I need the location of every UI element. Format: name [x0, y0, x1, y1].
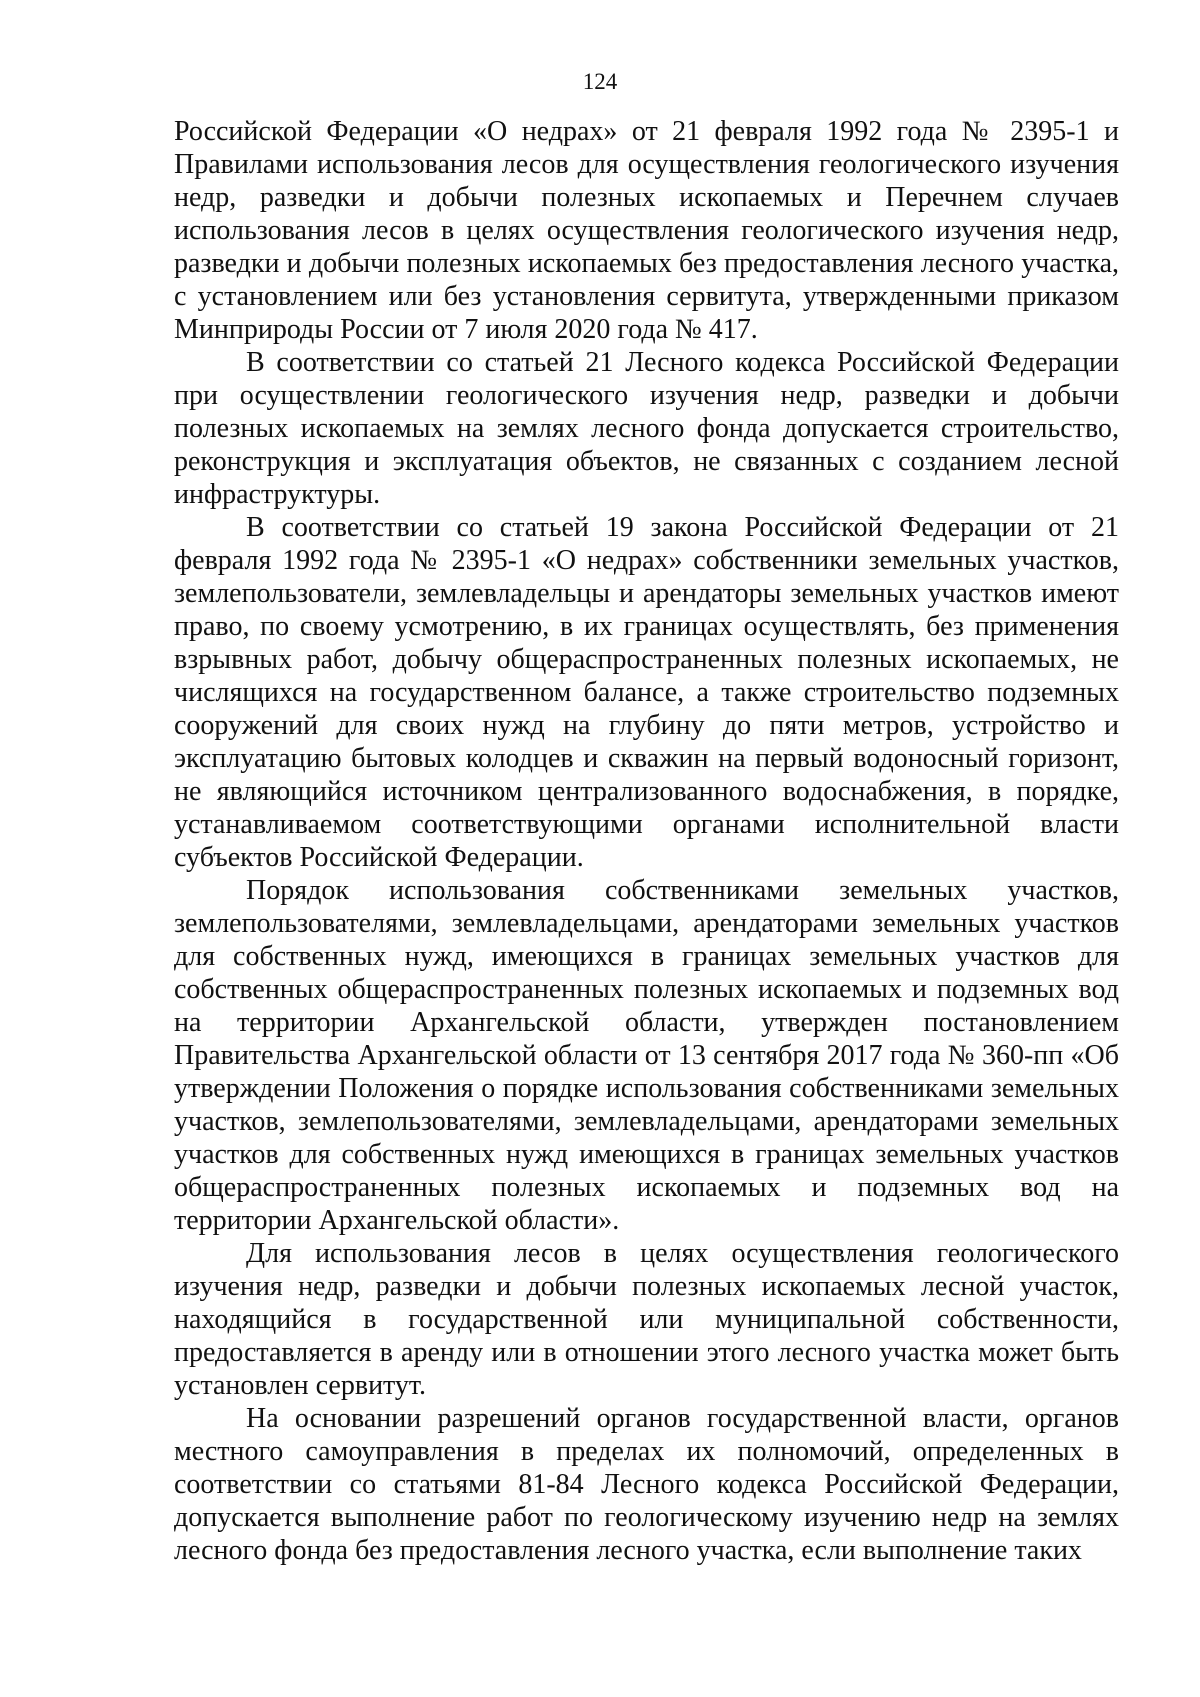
paragraph-subsoil-law-article-19: В соответствии со статьей 19 закона Российской Федерации от 21 февраля 1992 года № 2395-1 «О недрах» собственники земельных участков, землепользователи, землевладельцы и арендаторы земельных участков имеют право, по своему усмотрению, в их границах осуществлять, без применения взрывных работ, добычу общераспространенных полезных ископаемых, не числящихся на государственном балансе, а также строительство подземных сооружений для своих нужд на глубину до пяти метров, устройство и эксплуатацию бытовых колодцев и скважин на первый водоносный горизонт, не являющийся источником централизованного водоснабжения, в порядке, устанавливаемом соответствующими органами исполнительной власти субъектов Российской Федерации. — [174, 512, 1119, 873]
paragraph-forest-code-article-21: В соответствии со статьей 21 Лесного кодекса Российской Федерации при осуществлении геологического изучения недр, разведки и добычи полезных ископаемых на землях лесного фонда допускается строительство, реконструкция и эксплуатация объектов, не связанных с созданием лесной инфраструктуры. — [174, 347, 1119, 510]
paragraph-permits-geological-study: На основании разрешений органов государственной власти, органов местного самоуправления в пределах их полномочий, определенных в соответствии со статьями 81-84 Лесного кодекса Российской Федерации, допускается выполнение работ по геологическому изучению недр на землях лесного фонда без предоставления лесного участка, если выполнение таких — [174, 1403, 1119, 1566]
page-number: 124 — [582, 69, 618, 94]
paragraph-forest-lease-servitude: Для использования лесов в целях осуществления геологического изучения недр, разведки и добычи полезных ископаемых лесной участок, находящийся в государственной или муниципальной собственности, предоставляется в аренду или в отношении этого лесного участка может быть установлен сервитут. — [174, 1238, 1119, 1401]
paragraph-arkhangelsk-procedure: Порядок использования собственниками земельных участков, землепользователями, землевладельцами, арендаторами земельных участков для собственных нужд, имеющихся в границах земельных участков для собственных общераспространенных полезных ископаемых и подземных вод на территории Архангельской области, утвержден постановлением Правительства Архангельской области от 13 сентября 2017 года № 360-пп «Об утверждении Положения о порядке использования собственниками земельных участков, землепользователями, землевладельцами, арендаторами земельных участков для собственных нужд имеющихся в границах земельных участков общераспространенных полезных ископаемых и подземных вод на территории Архангельской области». — [174, 875, 1119, 1236]
paragraph-continuation: Российской Федерации «О недрах» от 21 февраля 1992 года № 2395-1 и Правилами использования лесов для осуществления геологического изучения недр, разведки и добычи полезных ископаемых и Перечнем случаев использования лесов в целях осуществления геологического изучения недр, разведки и добычи полезных ископаемых без предоставления лесного участка, с установлением или без установления сервитута, утвержденными приказом Минприроды России от 7 июля 2020 года № 417. — [174, 116, 1119, 345]
document-body — [174, 115, 1119, 1567]
